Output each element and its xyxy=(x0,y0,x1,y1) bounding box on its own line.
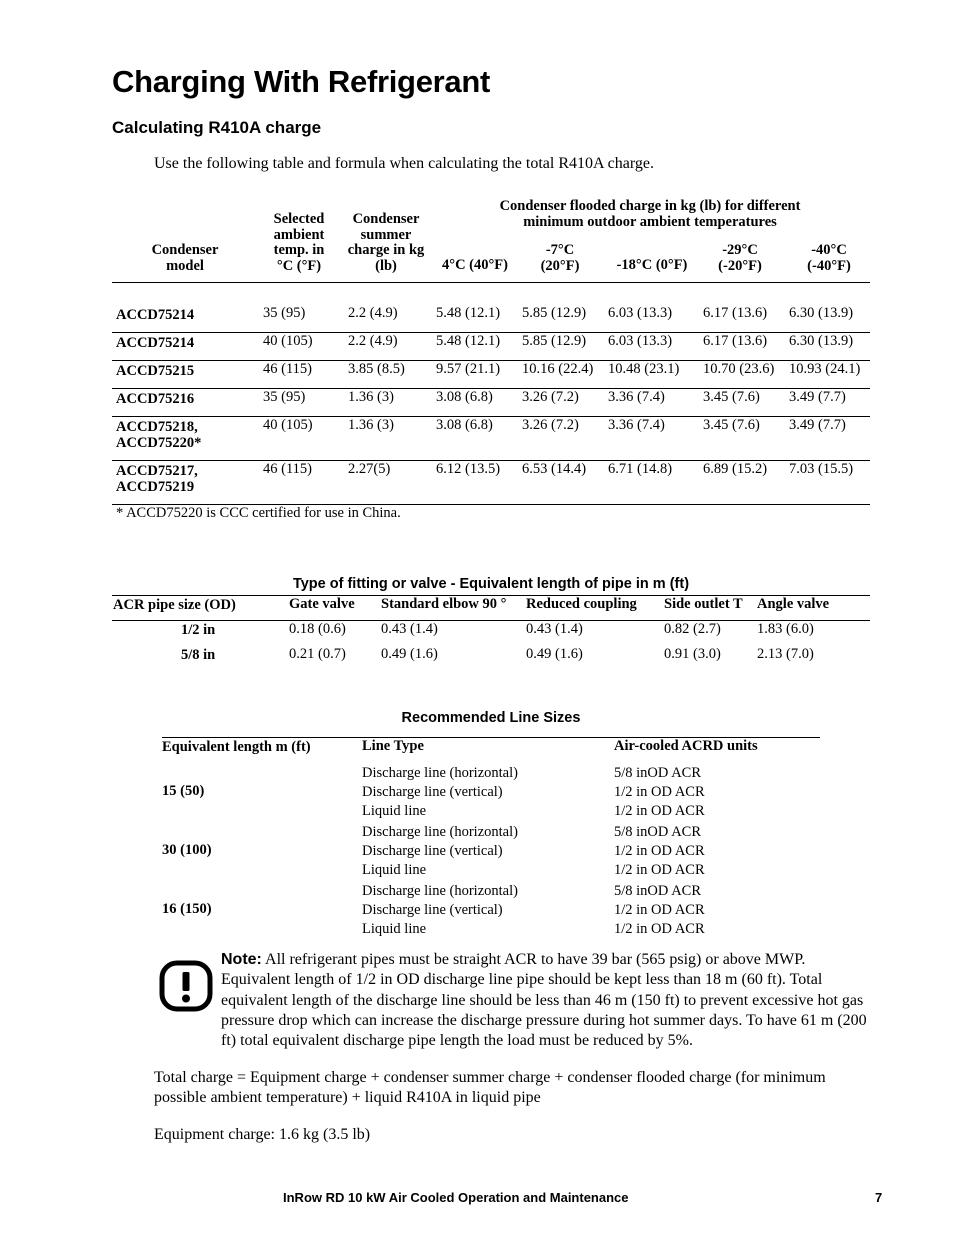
cell-side-outlet: 0.82 (2.7) xyxy=(664,621,721,637)
table-row xyxy=(112,332,870,361)
cell-model: ACCD75214 xyxy=(116,307,195,323)
cell-flooded-minus40c: 6.30 (13.9) xyxy=(789,333,854,349)
cell-model: ACCD75218, xyxy=(116,419,198,435)
cell-summer: 2.2 (4.9) xyxy=(348,305,398,321)
cell-line-type: Discharge line (horizontal) xyxy=(362,824,518,840)
cell-line-size: 1/2 in OD ACR xyxy=(614,784,705,800)
cell-model-line2: ACCD75220* xyxy=(116,435,202,451)
note-body: All refrigerant pipes must be straight ACR to have 39 bar (565 psig) or above MWP. Equivalent length of 1/2 in OD discharge line pipe should be kept less than 18 m (60 ft). Total equivalent length of the discharge line should be less than 46 m (150 ft) to prevent excessive hot gas pressure drop which can increase the discharge pressure during hot summer days. To have 61 m (200 ft) total equivalent discharge pipe length the load must be reduced by 5%. xyxy=(221,951,867,1050)
header-condenser-model: Condenser model xyxy=(151,242,219,274)
cell-flooded-minus40c: 3.49 (7.7) xyxy=(789,389,846,405)
cell-ambient: 40 (105) xyxy=(263,417,313,433)
cell-flooded-minus7c: 5.85 (12.9) xyxy=(522,333,587,349)
cell-summer: 3.85 (8.5) xyxy=(348,361,405,377)
cell-angle-valve: 1.83 (6.0) xyxy=(757,621,814,637)
cell-line-size: 5/8 inOD ACR xyxy=(614,883,702,899)
cell-line-size: 1/2 in OD ACR xyxy=(614,803,705,819)
table-row xyxy=(112,282,870,333)
header-pipe-size: ACR pipe size (OD) xyxy=(113,597,236,613)
page-number: 7 xyxy=(875,1190,883,1205)
cell-flooded-minus7c: 5.85 (12.9) xyxy=(522,305,587,321)
total-charge-formula: Total charge = Equipment charge + condenser summer charge + condenser flooded charge (for minimum possible ambient temperature) + liquid R410A in liquid pipe xyxy=(154,1069,826,1107)
cell-angle-valve: 2.13 (7.0) xyxy=(757,646,814,662)
table-row xyxy=(112,360,870,389)
cell-flooded-minus29c: 6.17 (13.6) xyxy=(703,305,768,321)
cell-ambient: 35 (95) xyxy=(263,389,306,405)
equipment-charge: Equipment charge: 1.6 kg (3.5 lb) xyxy=(154,1126,371,1143)
cell-flooded-minus18c: 6.71 (14.8) xyxy=(608,461,673,477)
cell-reduced-coupling: 0.49 (1.6) xyxy=(526,646,583,662)
cell-flooded-4c: 3.08 (6.8) xyxy=(436,389,493,405)
exclamation-icon xyxy=(159,960,213,1012)
note-label: Note: xyxy=(221,951,262,968)
cell-line-size: 1/2 in OD ACR xyxy=(614,921,705,937)
cell-standard-elbow: 0.49 (1.6) xyxy=(381,646,438,662)
header-temp-minus18c: -18°C (0°F) xyxy=(616,257,688,273)
cell-flooded-minus40c: 3.49 (7.7) xyxy=(789,417,846,433)
section-heading: Calculating R410A charge xyxy=(112,118,322,137)
cell-line-type: Discharge line (horizontal) xyxy=(362,883,518,899)
cell-line-size: 1/2 in OD ACR xyxy=(614,862,705,878)
header-standard-elbow: Standard elbow 90 ° xyxy=(381,596,507,612)
cell-ambient: 40 (105) xyxy=(263,333,313,349)
cell-summer: 1.36 (3) xyxy=(348,417,394,433)
cell-flooded-minus29c: 10.70 (23.6) xyxy=(703,361,775,377)
cell-length: 15 (50) xyxy=(162,783,205,799)
cell-model: ACCD75217, xyxy=(116,463,198,479)
line-sizes-caption: Recommended Line Sizes xyxy=(401,710,581,726)
cell-ambient: 46 (115) xyxy=(263,461,312,477)
cell-flooded-minus18c: 6.03 (13.3) xyxy=(608,305,673,321)
cell-model-line2: ACCD75219 xyxy=(116,479,195,495)
header-temp-4c: 4°C (40°F) xyxy=(442,257,508,273)
cell-side-outlet: 0.91 (3.0) xyxy=(664,646,721,662)
cell-flooded-minus40c: 10.93 (24.1) xyxy=(789,361,861,377)
header-ambient-temp: Selected ambient temp. in °C (°F) xyxy=(273,211,325,274)
cell-length: 30 (100) xyxy=(162,842,212,858)
cell-flooded-minus40c: 7.03 (15.5) xyxy=(789,461,854,477)
cell-line-type: Discharge line (vertical) xyxy=(362,784,503,800)
header-temp-minus7c: -7°C (20°F) xyxy=(540,242,580,274)
table-row xyxy=(112,416,870,461)
cell-summer: 1.36 (3) xyxy=(348,389,394,405)
cell-pipe-size: 5/8 in xyxy=(181,647,216,663)
cell-flooded-minus29c: 6.17 (13.6) xyxy=(703,333,768,349)
cell-line-type: Discharge line (vertical) xyxy=(362,843,503,859)
cell-ambient: 35 (95) xyxy=(263,305,306,321)
header-acrd-units: Air-cooled ACRD units xyxy=(614,738,758,754)
page-title: Charging With Refrigerant xyxy=(112,64,491,99)
cell-flooded-minus18c: 3.36 (7.4) xyxy=(608,389,665,405)
header-angle-valve: Angle valve xyxy=(757,596,830,612)
cell-flooded-4c: 3.08 (6.8) xyxy=(436,417,493,433)
note-text xyxy=(221,950,871,1051)
cell-flooded-minus29c: 3.45 (7.6) xyxy=(703,417,760,433)
header-summer-charge: Condenser summer charge in kg (lb) xyxy=(347,211,425,274)
header-reduced-coupling: Reduced coupling xyxy=(526,596,637,612)
cell-line-type: Discharge line (vertical) xyxy=(362,902,503,918)
cell-reduced-coupling: 0.43 (1.4) xyxy=(526,621,583,637)
cell-line-type: Liquid line xyxy=(362,921,427,937)
cell-gate-valve: 0.18 (0.6) xyxy=(289,621,346,637)
cell-flooded-4c: 5.48 (12.1) xyxy=(436,305,501,321)
cell-length: 16 (150) xyxy=(162,901,212,917)
cell-model: ACCD75214 xyxy=(116,335,195,351)
cell-model: ACCD75216 xyxy=(116,391,195,407)
cell-flooded-minus18c: 3.36 (7.4) xyxy=(608,417,665,433)
cell-gate-valve: 0.21 (0.7) xyxy=(289,646,346,662)
header-gate-valve: Gate valve xyxy=(289,596,355,612)
cell-flooded-minus7c: 6.53 (14.4) xyxy=(522,461,587,477)
table-row xyxy=(112,388,870,417)
cell-line-size: 5/8 inOD ACR xyxy=(614,824,702,840)
header-side-outlet: Side outlet T xyxy=(664,596,743,612)
cell-line-type: Liquid line xyxy=(362,803,427,819)
cell-flooded-minus29c: 6.89 (15.2) xyxy=(703,461,768,477)
cell-line-type: Discharge line (horizontal) xyxy=(362,765,518,781)
header-temp-minus29c: -29°C (-20°F) xyxy=(718,242,762,274)
header-flooded-charge: Condenser flooded charge in kg (lb) for different minimum outdoor ambient temperatures xyxy=(499,198,801,230)
cell-flooded-minus18c: 10.48 (23.1) xyxy=(608,361,680,377)
cell-model: ACCD75215 xyxy=(116,363,195,379)
footer-title: InRow RD 10 kW Air Cooled Operation and Maintenance xyxy=(283,1190,629,1205)
header-line-type: Line Type xyxy=(362,738,424,754)
cell-pipe-size: 1/2 in xyxy=(181,622,216,638)
cell-line-type: Liquid line xyxy=(362,862,427,878)
cell-flooded-minus40c: 6.30 (13.9) xyxy=(789,305,854,321)
header-temp-minus40c: -40°C (-40°F) xyxy=(807,242,851,274)
cell-summer: 2.2 (4.9) xyxy=(348,333,398,349)
cell-flooded-minus7c: 3.26 (7.2) xyxy=(522,417,579,433)
cell-flooded-4c: 9.57 (21.1) xyxy=(436,361,501,377)
cell-standard-elbow: 0.43 (1.4) xyxy=(381,621,438,637)
cell-summer: 2.27(5) xyxy=(348,461,391,477)
header-equivalent-length: Equivalent length m (ft) xyxy=(162,739,311,755)
cell-line-size: 5/8 inOD ACR xyxy=(614,765,702,781)
cell-flooded-minus18c: 6.03 (13.3) xyxy=(608,333,673,349)
cell-flooded-4c: 6.12 (13.5) xyxy=(436,461,501,477)
intro-paragraph: Use the following table and formula when calculating the total R410A charge. xyxy=(154,155,655,172)
cell-line-size: 1/2 in OD ACR xyxy=(614,902,705,918)
cell-flooded-4c: 5.48 (12.1) xyxy=(436,333,501,349)
cell-flooded-minus29c: 3.45 (7.6) xyxy=(703,389,760,405)
table-footnote: * ACCD75220 is CCC certified for use in China. xyxy=(116,505,401,521)
cell-flooded-minus7c: 3.26 (7.2) xyxy=(522,389,579,405)
table-row xyxy=(112,460,870,505)
fitting-table-caption: Type of fitting or valve - Equivalent length of pipe in m (ft) xyxy=(292,576,690,592)
cell-flooded-minus7c: 10.16 (22.4) xyxy=(522,361,594,377)
cell-line-size: 1/2 in OD ACR xyxy=(614,843,705,859)
cell-ambient: 46 (115) xyxy=(263,361,312,377)
